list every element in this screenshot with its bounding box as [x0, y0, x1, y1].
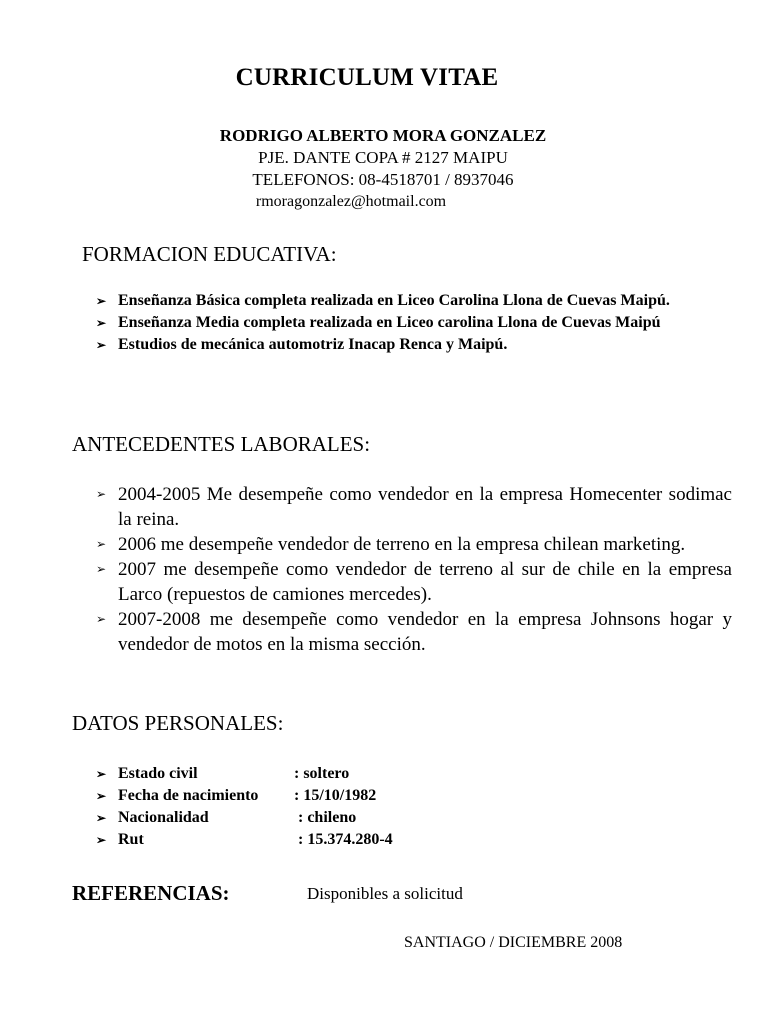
references-value: Disponibles a solicitud — [307, 884, 463, 903]
candidate-phones: TELEFONOS: 08-4518701 / 8937046 — [252, 170, 514, 189]
arrow-bullet-icon: ➢ — [96, 487, 107, 501]
arrow-bullet-icon: ➢ — [96, 767, 107, 781]
education-heading: FORMACION EDUCATIVA: — [82, 242, 337, 266]
arrow-bullet-icon: ➢ — [96, 562, 107, 576]
field-value: : soltero — [294, 765, 350, 782]
candidate-address: PJE. DANTE COPA # 2127 MAIPU — [258, 148, 508, 167]
arrow-bullet-icon: ➢ — [96, 294, 107, 308]
work-list — [96, 482, 732, 657]
arrow-bullet-icon: ➢ — [96, 833, 107, 847]
field-value: : 15.374.280-4 — [298, 831, 393, 848]
arrow-bullet-icon: ➢ — [96, 316, 107, 330]
arrow-bullet-icon: ➢ — [96, 612, 107, 626]
field-value: : 15/10/1982 — [294, 787, 377, 804]
candidate-email[interactable]: rmoragonzalez@hotmail.com — [255, 193, 447, 210]
list-item: ➢ Enseñanza Media completa realizada en Liceo carolina Llona de Cuevas Maipú — [96, 312, 732, 334]
field-value: : chileno — [298, 809, 357, 826]
work-heading: ANTECEDENTES LABORALES: — [72, 432, 371, 456]
arrow-bullet-icon: ➢ — [96, 811, 107, 825]
list-item: ➢ Enseñanza Básica completa realizada en Liceo Carolina Llona de Cuevas Maipú. — [96, 290, 732, 312]
field-label: Rut — [118, 831, 144, 848]
references-heading: REFERENCIAS: — [72, 881, 230, 905]
arrow-bullet-icon: ➢ — [96, 789, 107, 803]
education-list — [96, 290, 732, 356]
list-item: ➢ 2007-2008 me desempeñe como vendedor en la empresa Johnsons hogar y vendedor de motos en la misma sección. — [96, 609, 732, 655]
candidate-name: RODRIGO ALBERTO MORA GONZALEZ — [219, 126, 547, 145]
page-title: CURRICULUM VITAE — [235, 64, 499, 91]
list-item: ➢ 2006 me desempeñe vendedor de terreno en la empresa chilean marketing. — [96, 534, 686, 555]
list-item — [96, 807, 732, 829]
list-item — [96, 785, 732, 807]
list-item — [96, 829, 732, 851]
personal-heading: DATOS PERSONALES: — [72, 711, 284, 735]
field-label: Fecha de nacimiento — [118, 787, 259, 804]
field-label: Estado civil — [118, 765, 198, 782]
list-item — [96, 763, 732, 785]
list-item: ➢ 2007 me desempeñe como vendedor de terreno al sur de chile en la empresa Larco (repuestos de camiones mercedes). — [96, 559, 732, 605]
arrow-bullet-icon: ➢ — [96, 537, 107, 551]
field-label: Nacionalidad — [118, 809, 209, 826]
arrow-bullet-icon: ➢ — [96, 338, 107, 352]
place-date: SANTIAGO / DICIEMBRE 2008 — [404, 934, 623, 951]
list-item: ➢ 2004-2005 Me desempeñe como vendedor en la empresa Homecenter sodimac la reina. — [96, 484, 732, 530]
personal-list — [96, 763, 732, 851]
list-item: ➢ Estudios de mecánica automotriz Inacap Renca y Maipú. — [96, 334, 732, 356]
